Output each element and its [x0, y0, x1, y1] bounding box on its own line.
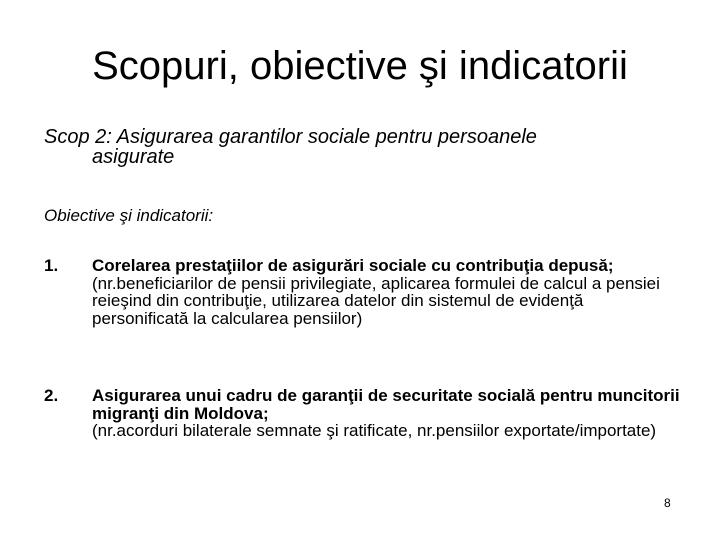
objective-number: 2. — [44, 386, 59, 405]
objective-heading: Corelarea prestaţiilor de asigurări sociale cu contribuţia depusă; — [92, 256, 614, 275]
objective-indicators: (nr.acorduri bilaterale semnate şi ratificate, nr.pensiilor exportate/importate) — [92, 421, 657, 440]
page-number: 8 — [664, 496, 671, 510]
objective-item-2 — [44, 387, 684, 440]
goal-statement — [44, 127, 684, 167]
slide-title: Scopuri, obiective şi indicatorii — [92, 44, 628, 88]
goal-line-2: asigurate — [92, 146, 175, 168]
objective-heading: Asigurarea unui cadru de garanţii de securitate socială pentru muncitorii migranţi din Moldova; — [92, 386, 680, 423]
objective-number: 1. — [44, 256, 59, 275]
objective-item-1 — [44, 257, 684, 327]
goal-line-1: Scop 2: Asigurarea garantilor sociale pentru persoanele — [44, 126, 537, 148]
objectives-label: Obiective şi indicatorii: — [44, 206, 214, 225]
objective-indicators: (nr.beneficiarilor de pensii privilegiate, aplicarea formulei de calcul a pensiei reieşind din contribuţie, utilizarea datelor din sistemul de evidenţă personificată la calcularea pensiilor) — [92, 273, 660, 328]
